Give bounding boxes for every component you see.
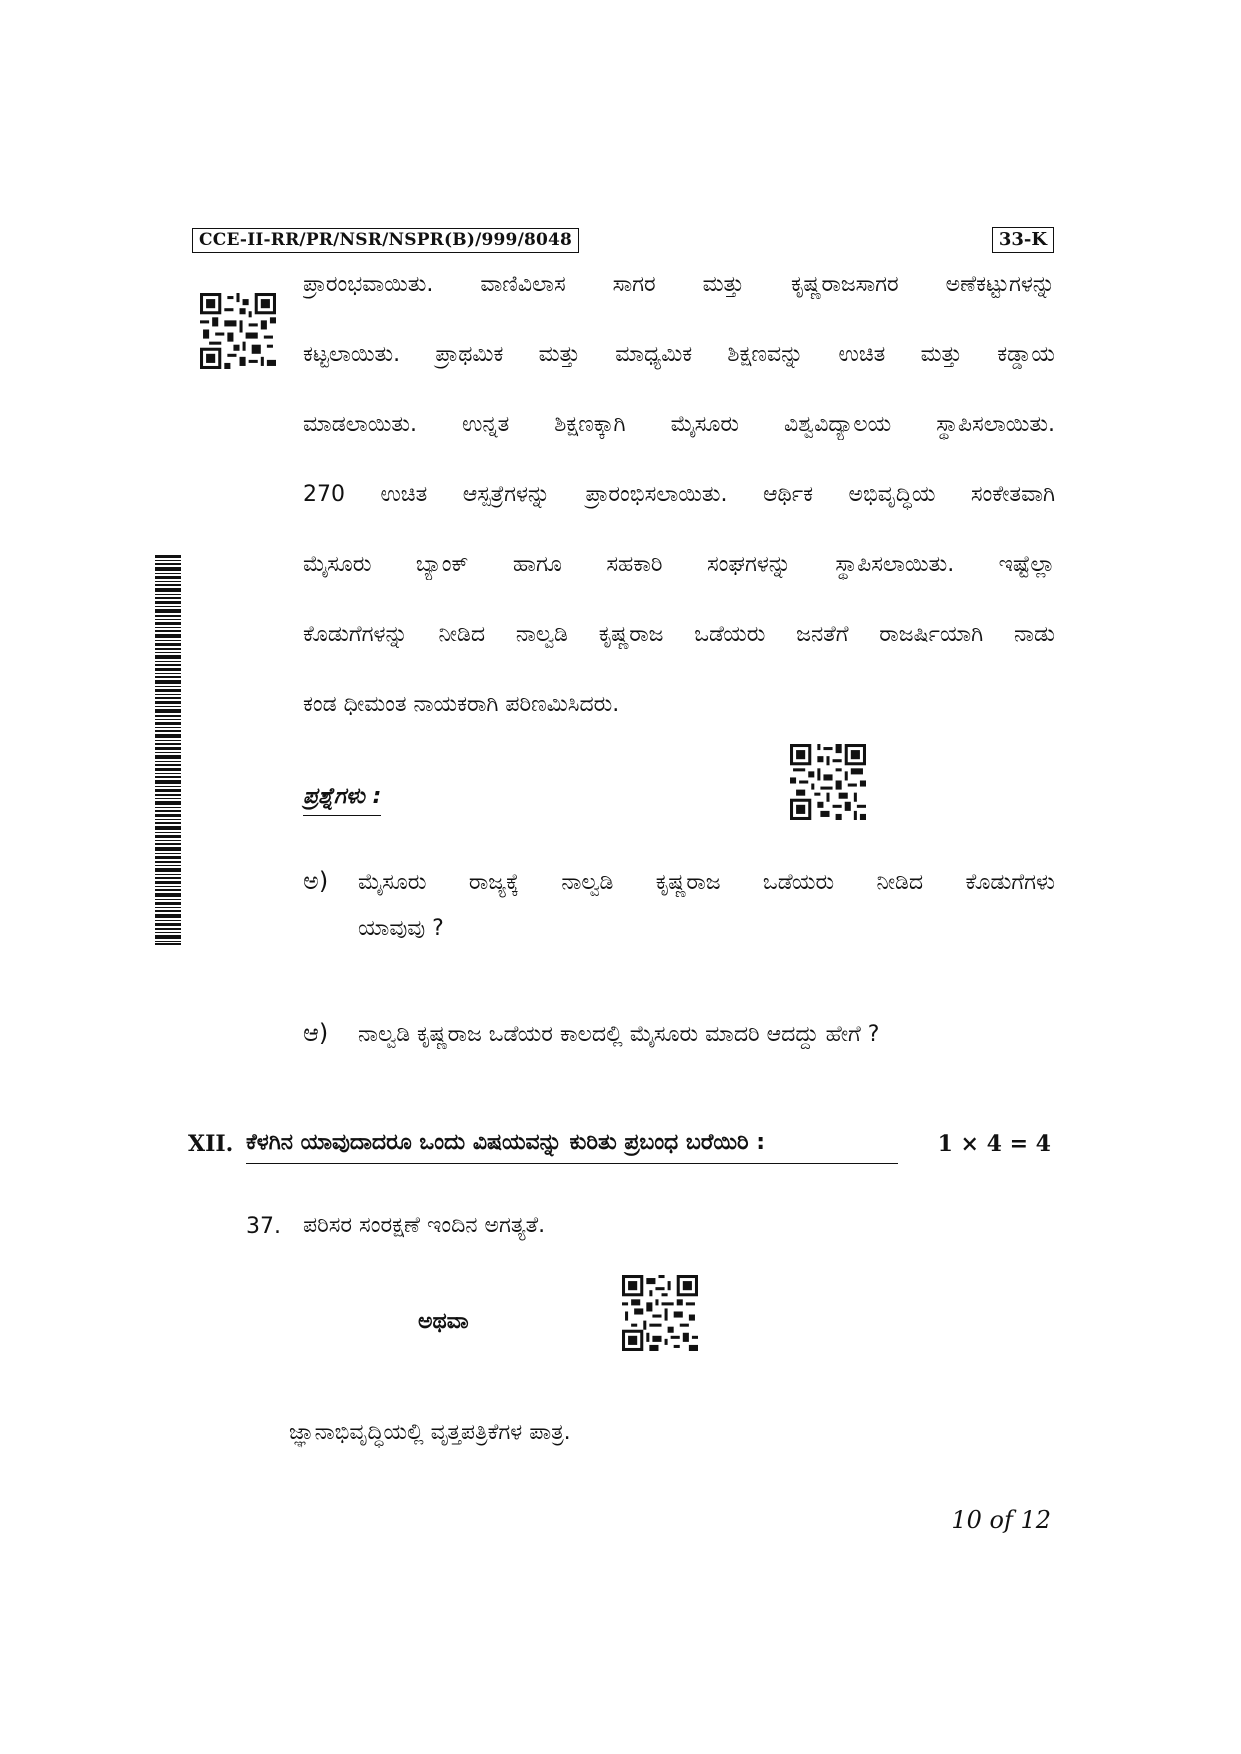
passage-line: ಕೊಡುಗೆಗಳನ್ನು ನೀಡಿದ ನಾಲ್ವಡಿ ಕೃಷ್ಣರಾಜ ಒಡೆಯರು ಜನತೆಗೆ ರಾಜರ್ಷಿಯಾಗಿ ನಾಡು (303, 622, 1055, 647)
question-number: 37. (246, 1214, 281, 1239)
exam-code: CCE-II-RR/PR/NSR/NSPR(B)/999/8048 (192, 228, 579, 253)
question-marker: ಆ) (303, 1019, 329, 1047)
question-marker: ಅ) (303, 867, 329, 895)
qr-code-icon (790, 744, 866, 820)
essay-topic-1: ಪರಿಸರ ಸಂರಕ್ಷಣೆ ಇಂದಿನ ಅಗತ್ಯತೆ. (303, 1213, 546, 1238)
section-title: ಕೆಳಗಿನ ಯಾವುದಾದರೂ ಒಂದು ವಿಷಯವನ್ನು ಕುರಿತು ಪ್ರಬಂಧ ಬರೆಯಿರಿ : (246, 1130, 898, 1164)
passage-line: 270 ಉಚಿತ ಆಸ್ಪತ್ರೆಗಳನ್ನು ಪ್ರಾರಂಭಿಸಲಾಯಿತು. ಆರ್ಥಿಕ ಅಭಿವೃದ್ಧಿಯ ಸಂಕೇತವಾಗಿ (303, 482, 1055, 507)
passage-line: ಕಟ್ಟಲಾಯಿತು. ಪ್ರಾಥಮಿಕ ಮತ್ತು ಮಾಧ್ಯಮಿಕ ಶಿಕ್ಷಣವನ್ನು ಉಚಿತ ಮತ್ತು ಕಡ್ಡಾಯ (303, 342, 1055, 367)
section-number: XII. (188, 1131, 234, 1157)
page-number: 10 of 12 (951, 1506, 1051, 1534)
passage-line: ಪ್ರಾರಂಭವಾಯಿತು. ವಾಣಿವಿಲಾಸ ಸಾಗರ ಮತ್ತು ಕೃಷ್ಣರಾಜಸಾಗರ ಅಣೆಕಟ್ಟುಗಳನ್ನು (303, 272, 1055, 297)
question-text-continued: ಯಾವುವು ? (358, 916, 444, 941)
qr-code-icon (200, 293, 276, 369)
paper-code: 33-K (992, 227, 1054, 253)
passage-line: ಮಾಡಲಾಯಿತು. ಉನ್ನತ ಶಿಕ್ಷಣಕ್ಕಾಗಿ ಮೈಸೂರು ವಿಶ್ವವಿದ್ಯಾಲಯ ಸ್ಥಾಪಿಸಲಾಯಿತು. (303, 412, 1055, 437)
question-text: ನಾಲ್ವಡಿ ಕೃಷ್ಣರಾಜ ಒಡೆಯರ ಕಾಲದಲ್ಲಿ ಮೈಸೂರು ಮಾದರಿ ಆದದ್ದು ಹೇಗೆ ? (358, 1022, 880, 1047)
passage-line: ಮೈಸೂರು ಬ್ಯಾಂಕ್ ಹಾಗೂ ಸಹಕಾರಿ ಸಂಘಗಳನ್ನು ಸ್ಥಾಪಿಸಲಾಯಿತು. ಇಷ್ಟೆಲ್ಲಾ (303, 552, 1055, 577)
barcode-icon (155, 555, 181, 945)
passage-line: ಕಂಡ ಧೀಮಂತ ನಾಯಕರಾಗಿ ಪರಿಣಮಿಸಿದರು. (303, 692, 620, 717)
question-text: ಮೈಸೂರು ರಾಜ್ಯಕ್ಕೆ ನಾಲ್ವಡಿ ಕೃಷ್ಣರಾಜ ಒಡೆಯರು ನೀಡಿದ ಕೊಡುಗೆಗಳು (358, 870, 1055, 895)
questions-heading: ಪ್ರಶ್ನೆಗಳು : (303, 784, 381, 816)
essay-topic-2: ಜ್ಞಾನಾಭಿವೃದ್ಧಿಯಲ್ಲಿ ವೃತ್ತಪತ್ರಿಕೆಗಳ ಪಾತ್ರ. (289, 1420, 571, 1445)
or-label: ಅಥವಾ (418, 1309, 469, 1334)
qr-code-icon (622, 1275, 698, 1351)
section-marks: 1 × 4 = 4 (937, 1131, 1051, 1157)
